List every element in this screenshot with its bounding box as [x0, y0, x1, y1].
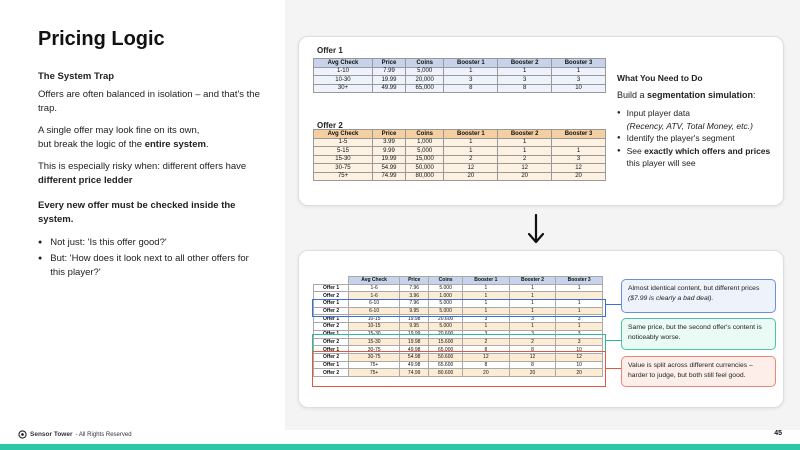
table-cell: 1: [552, 67, 606, 76]
table-cell: 50.600: [429, 353, 463, 361]
paragraph-2-line-2: but break the logic of the entire system.: [38, 139, 209, 150]
table-cell: 1,000: [405, 138, 443, 147]
table-cell: 1: [509, 300, 556, 308]
what-you-need-section: [617, 72, 777, 170]
table-cell: 1: [444, 138, 498, 147]
table-cell: 75+: [349, 369, 400, 377]
offer1-table: [313, 58, 606, 93]
table-cell: 12: [556, 353, 603, 361]
table-cell: 2: [444, 155, 498, 164]
table-cell: 54.98: [400, 353, 429, 361]
table-cell: 20: [556, 369, 603, 377]
table-cell: 49.98: [400, 346, 429, 354]
paragraph-2: [38, 124, 263, 152]
table-cell: 19.99: [372, 76, 405, 85]
table-cell: 49.99: [372, 84, 405, 93]
table-cell: 1: [463, 307, 510, 315]
need-bullet: ● Input player data (Recency, ATV, Total Money, etc.): [617, 108, 753, 131]
table-cell: 7.96: [400, 300, 429, 308]
table-cell: 20.600: [429, 315, 463, 323]
table-row: [314, 172, 606, 181]
table-cell: 12: [463, 353, 510, 361]
table-cell: 8: [509, 361, 556, 369]
highlight-blue: [312, 299, 606, 317]
footer: [18, 430, 132, 439]
table-cell: 54.99: [372, 164, 405, 173]
table-header: Booster 3: [552, 130, 606, 139]
need-bullet: ● Identify the player's segment: [617, 133, 735, 143]
table-cell: 10-30: [314, 76, 373, 85]
table-cell: 8: [444, 84, 498, 93]
row-label: Offer 1: [314, 361, 349, 369]
table-cell: 5.000: [429, 323, 463, 331]
table-cell: 9.95: [400, 307, 429, 315]
table-cell: 1-10: [314, 67, 373, 76]
table-cell: 9.95: [400, 323, 429, 331]
table-cell: 1: [509, 292, 556, 300]
note-blue: Almost identical content, but different prices ($7.99 is clearly a bad deal).: [621, 279, 776, 313]
table-cell: 3: [556, 338, 603, 346]
row-label: Offer 2: [314, 338, 349, 346]
table-header: Booster 3: [556, 277, 603, 285]
table-cell: 1: [444, 147, 498, 156]
table-cell: 20: [463, 369, 510, 377]
table-cell: 5,000: [405, 67, 443, 76]
paragraph-1: Offers are often balanced in isolation – and that's the trap.: [38, 89, 260, 114]
table-cell: 12: [498, 164, 552, 173]
row-label: Offer 1: [314, 346, 349, 354]
table-cell: 20: [498, 172, 552, 181]
table-cell: 9.99: [372, 147, 405, 156]
table-row: [314, 323, 603, 331]
table-header: Price: [400, 277, 429, 285]
table-cell: 20: [552, 172, 606, 181]
sensor-tower-logo-icon: [18, 430, 27, 439]
table-row: [314, 138, 606, 147]
table-cell: 3: [552, 76, 606, 85]
table-cell: 3: [498, 76, 552, 85]
table-row: [314, 155, 606, 164]
connector-green: [606, 340, 621, 341]
table-cell: 19.99: [372, 155, 405, 164]
bullet-list: [38, 234, 263, 280]
table-header: Avg Check: [314, 59, 373, 68]
row-label: Offer 2: [314, 353, 349, 361]
table-cell: 1: [509, 307, 556, 315]
table-cell: 3: [463, 330, 510, 338]
table-cell: 80,000: [405, 172, 443, 181]
table-header: Booster 1: [463, 277, 510, 285]
table-cell: 3: [552, 155, 606, 164]
table-cell: 30-75: [349, 346, 400, 354]
table-cell: 20,000: [405, 76, 443, 85]
table-header: Booster 3: [552, 59, 606, 68]
table-cell: 12: [552, 164, 606, 173]
table-cell: 50,000: [405, 164, 443, 173]
table-cell: 15.600: [429, 338, 463, 346]
table-header: Booster 2: [498, 59, 552, 68]
table-cell: 1-5: [314, 138, 373, 147]
table-cell: 1: [509, 323, 556, 331]
table-cell: 10: [552, 84, 606, 93]
table-cell: 1: [444, 67, 498, 76]
table-cell: 3.99: [372, 138, 405, 147]
table-cell: 75+: [314, 172, 373, 181]
table-cell: 1: [463, 300, 510, 308]
bullet-item: ● Not just: 'Is this offer good?': [38, 237, 167, 248]
table-cell: 15,000: [405, 155, 443, 164]
table-row: [314, 164, 606, 173]
table-cell: 3: [463, 315, 510, 323]
paragraph-2-line-1: A single offer may look fine on its own,: [38, 125, 200, 136]
table-cell: 1: [463, 284, 510, 292]
table-header: Booster 2: [509, 277, 556, 285]
table-cell: 5-15: [314, 147, 373, 156]
table-header: Booster 1: [444, 130, 498, 139]
table-cell: 7.99: [372, 67, 405, 76]
row-label: Offer 1: [314, 284, 349, 292]
table-cell: 1.000: [429, 292, 463, 300]
need-intro: Build a segmentation simulation:: [617, 89, 756, 100]
table-cell: 1: [498, 147, 552, 156]
table-cell: 1-6: [349, 292, 400, 300]
highlight-red: [312, 351, 606, 387]
table-cell: 65,000: [405, 84, 443, 93]
table-cell: 30-75: [314, 164, 373, 173]
table-cell: 1: [509, 284, 556, 292]
connector-blue: [606, 304, 621, 305]
table-cell: 15-30: [314, 155, 373, 164]
table-cell: 1: [463, 323, 510, 331]
table-cell: 65.600: [429, 361, 463, 369]
table-cell: 5,000: [405, 147, 443, 156]
table-cell: 6-10: [349, 307, 400, 315]
need-bullet: ● See exactly which offers and prices this player will see: [617, 145, 771, 168]
table-cell: 1: [556, 284, 603, 292]
table-cell: 12: [509, 353, 556, 361]
table-cell: 1: [463, 292, 510, 300]
paragraph-3: This is especially risky when: different offers have different price ledder: [38, 161, 247, 186]
table-cell: 2: [498, 155, 552, 164]
connector-red: [606, 368, 621, 369]
page-number: 45: [774, 430, 782, 437]
table-cell: 3: [509, 315, 556, 323]
table-cell: 5.000: [429, 307, 463, 315]
table-cell: 1: [556, 307, 603, 315]
table-cell: 65.000: [429, 346, 463, 354]
table-header: Avg Check: [349, 277, 400, 285]
table-row: [314, 284, 603, 292]
table-cell: 20.600: [429, 330, 463, 338]
table-cell: [552, 138, 606, 147]
table-cell: 12: [444, 164, 498, 173]
footer-brand: Sensor Tower: [30, 431, 73, 438]
table-cell: 15-30: [349, 330, 400, 338]
table-header: Coins: [429, 277, 463, 285]
need-heading: What You Need to Do: [617, 73, 703, 83]
offer2-table: [313, 129, 606, 181]
table-row: [314, 147, 606, 156]
accent-bar: [0, 444, 800, 450]
bullet-item: ● But: 'How does it look next to all other offers for this player?': [38, 253, 249, 278]
row-label: Offer 2: [314, 369, 349, 377]
table-cell: 2: [509, 338, 556, 346]
table-cell: 2: [463, 338, 510, 346]
table-cell: 3: [509, 330, 556, 338]
table-cell: 10: [556, 361, 603, 369]
table-cell: 5.000: [429, 284, 463, 292]
table-cell: 6-10: [349, 300, 400, 308]
table-cell: 30-75: [349, 353, 400, 361]
table-header: Coins: [405, 59, 443, 68]
table-cell: 8: [463, 361, 510, 369]
table-row: [314, 84, 606, 93]
table-cell: 1: [556, 323, 603, 331]
row-label: Offer 2: [314, 323, 349, 331]
footer-rights: - All Rights Reserved: [75, 431, 132, 438]
table-cell: 19.98: [400, 338, 429, 346]
table-cell: 10-15: [349, 315, 400, 323]
table-cell: 75+: [349, 361, 400, 369]
table-cell: 15-30: [349, 338, 400, 346]
row-label: Offer 1: [314, 300, 349, 308]
table-cell: 49.98: [400, 361, 429, 369]
row-label: Offer 2: [314, 307, 349, 315]
table-cell: 19.98: [400, 315, 429, 323]
table-header: Booster 1: [444, 59, 498, 68]
table-header: Booster 2: [498, 130, 552, 139]
table-cell: 74.99: [372, 172, 405, 181]
row-label: Offer 2: [314, 292, 349, 300]
table-cell: 30+: [314, 84, 373, 93]
table-row: [314, 76, 606, 85]
table-cell: 8: [463, 346, 510, 354]
offer2-title: Offer 2: [317, 121, 343, 130]
table-cell: 1-6: [349, 284, 400, 292]
table-cell: 80.600: [429, 369, 463, 377]
row-label: Offer 1: [314, 315, 349, 323]
arrow-down-icon: [526, 213, 546, 245]
table-cell: 10-15: [349, 323, 400, 331]
table-cell: 10: [556, 346, 603, 354]
table-cell: 20: [509, 369, 556, 377]
table-header: Coins: [405, 130, 443, 139]
table-cell: 3.96: [400, 292, 429, 300]
table-cell: 19.99: [400, 330, 429, 338]
table-cell: 1: [498, 67, 552, 76]
table-header: Price: [372, 130, 405, 139]
page-title: Pricing Logic: [38, 28, 165, 50]
table-cell: 3: [444, 76, 498, 85]
offer1-title: Offer 1: [317, 46, 343, 55]
table-cell: 5.000: [429, 300, 463, 308]
table-cell: 3: [556, 330, 603, 338]
table-cell: 8: [498, 84, 552, 93]
table-cell: 8: [509, 346, 556, 354]
table-cell: 3: [556, 315, 603, 323]
note-green: Same price, but the second offer's content is noticeably worse.: [621, 318, 776, 350]
table-cell: 1: [556, 300, 603, 308]
highlight-green: [312, 334, 606, 352]
row-label: Offer 1: [314, 330, 349, 338]
table-cell: 20: [444, 172, 498, 181]
table-header: Price: [372, 59, 405, 68]
table-cell: 74.99: [400, 369, 429, 377]
section-heading: The System Trap: [38, 71, 115, 82]
table-header-blank: [314, 277, 349, 285]
table-cell: 1: [552, 147, 606, 156]
table-cell: 1: [498, 138, 552, 147]
table-header: Avg Check: [314, 130, 373, 139]
table-cell: 7.96: [400, 284, 429, 292]
table-row: [314, 67, 606, 76]
note-red: Value is split across different currencies – harder to judge, but both still feel good.: [621, 356, 776, 387]
subheading: Every new offer must be checked inside the system.: [38, 200, 236, 225]
